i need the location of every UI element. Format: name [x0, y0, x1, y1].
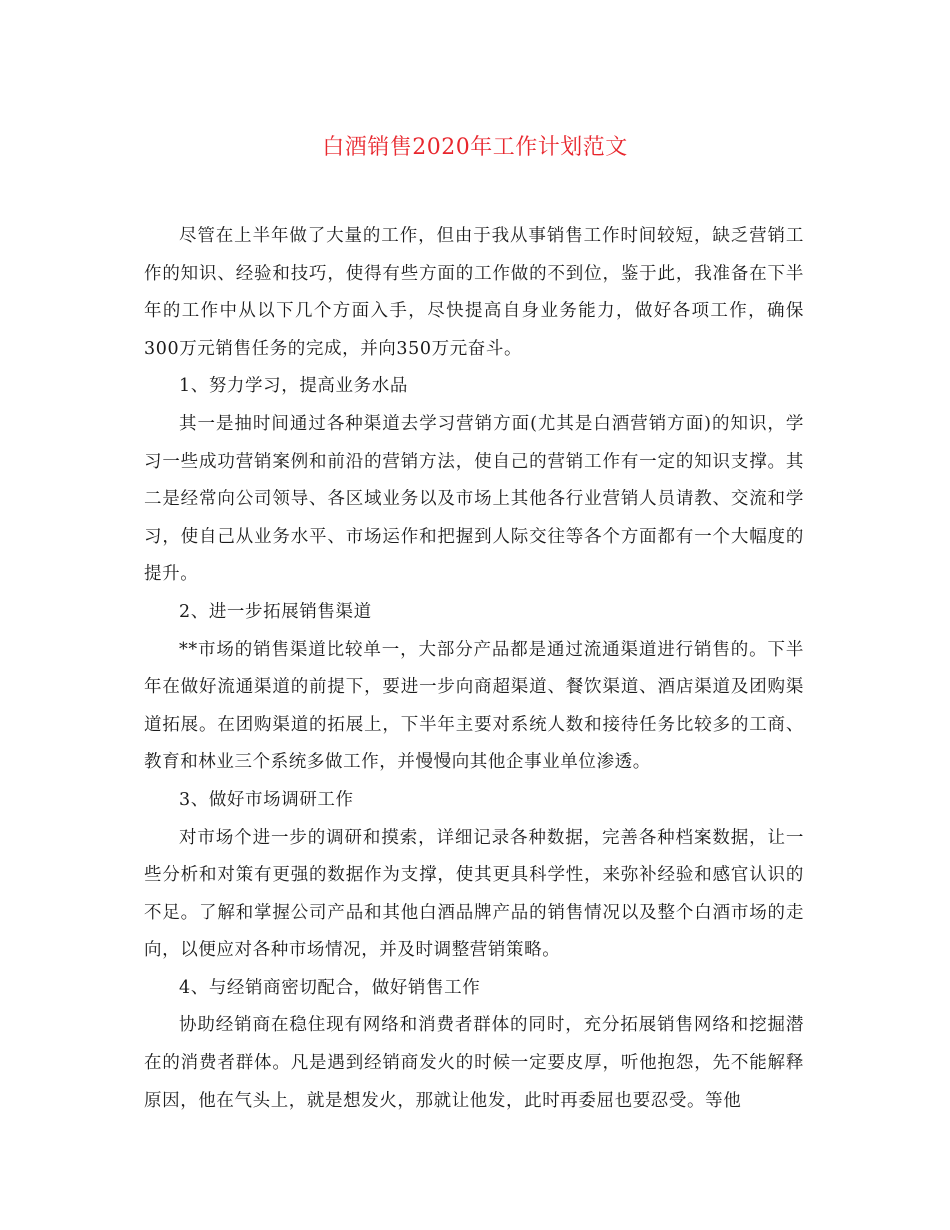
section-heading-1: 1、努力学习，提高业务水品 — [179, 376, 408, 397]
section-heading-2: 2、进一步拓展销售渠道 — [179, 601, 372, 622]
section-heading-4: 4、与经销商密切配合，做好销售工作 — [179, 977, 481, 998]
paragraph-section-2: **市场的销售渠道比较单一，大部分产品都是通过流通渠道进行销售的。下半年在做好流通渠道的前提下，要进一步向商超渠道、餐饮渠道、酒店渠道及团购渠道拓展。在团购渠道的拓展上，下半年主要对系统人数和接待任务比较多的工商、教育和林业三个系统多做工作，并慢慢向其他企事业单位渗透。 — [144, 639, 804, 773]
document-body — [144, 218, 804, 1120]
paragraph-section-3: 对市场个进一步的调研和摸索，详细记录各种数据，完善各种档案数据，让一些分析和对策有更强的数据作为支撑，使其更具科学性，来弥补经验和感官认识的不足。了解和掌握公司产品和其他白酒品牌产品的销售情况以及整个白酒市场的走向，以便应对各种市场情况，并及时调整营销策略。 — [144, 827, 804, 961]
paragraph-section-1: 其一是抽时间通过各种渠道去学习营销方面(尤其是白酒营销方面)的知识，学习一些成功营销案例和前沿的营销方法，使自己的营销工作有一定的知识支撑。其二是经常向公司领导、各区域业务以及市场上其他各行业营销人员请教、交流和学习，使自己从业务水平、市场运作和把握到人际交往等各个方面都有一个大幅度的提升。 — [144, 413, 804, 585]
document-title: 白酒销售2020年工作计划范文 — [322, 135, 628, 160]
paragraph-intro: 尽管在上半年做了大量的工作，但由于我从事销售工作时间较短，缺乏营销工作的知识、经验和技巧，使得有些方面的工作做的不到位，鉴于此，我准备在下半年的工作中从以下几个方面入手，尽快提高自身业务能力，做好各项工作，确保300万元销售任务的完成，并向350万元奋斗。 — [144, 226, 804, 359]
section-heading-3: 3、做好市场调研工作 — [179, 789, 354, 810]
paragraph-section-4: 协助经销商在稳住现有网络和消费者群体的同时，充分拓展销售网络和挖掘潜在的消费者群体。凡是遇到经销商发火的时候一定要皮厚，听他抱怨，先不能解释原因，他在气头上，就是想发火，那就让他发，此时再委屈也要忍受。等他 — [144, 1015, 804, 1111]
